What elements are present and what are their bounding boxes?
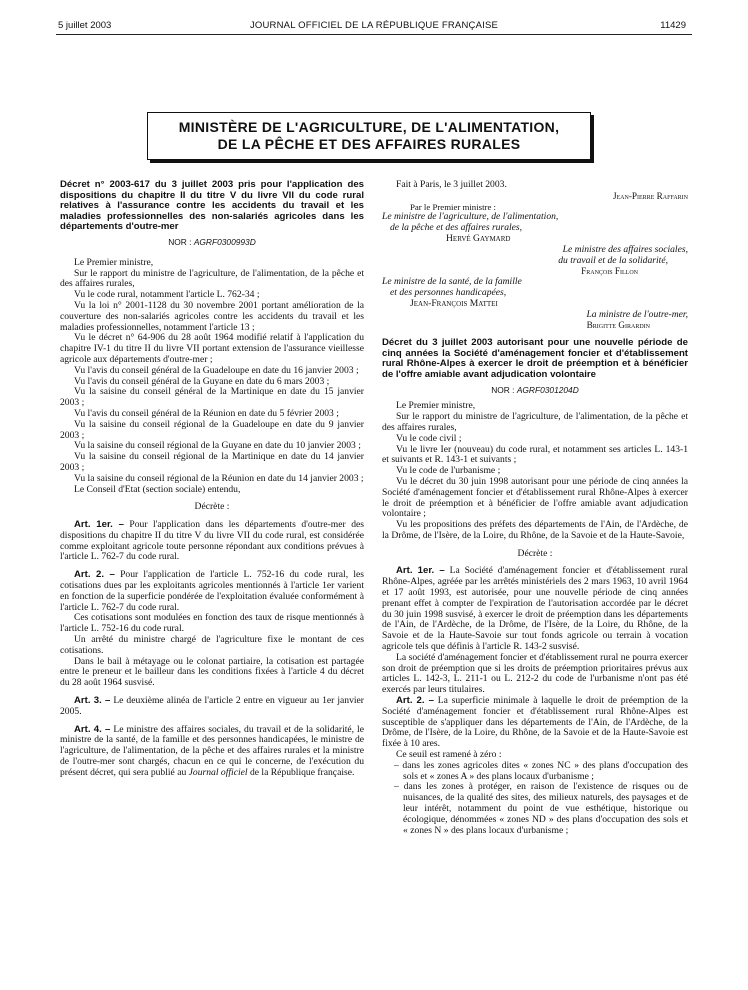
decree1-para: Vu la saisine du conseil régional de la Guadeloupe en date du 9 janvier 2003 ; <box>60 418 364 441</box>
decree2-bullet: – dans les zones à protéger, en raison de l'existence de risques ou de nuisances, de la qualité des sites, des milieux naturels, des paysages et de leur intérêt, notamment du point de vue esthétique, historique ou écologique, dénommées « zones ND » des plans d'occupation des sols et « zones N » des plans locaux d'urbanisme ; <box>394 781 688 836</box>
decree2-para: Vu le décret du 30 juin 1998 autorisant pour une période de cinq années la Société d'aménagement foncier et d'établissement rural Rhône-Alpes à exercer le droit de préemption et à bénéficier de l'offre amiable avant adjudication volontaire ; <box>382 475 688 520</box>
signature-par-pm: Par le Premier ministre : <box>410 201 496 212</box>
signature-agri-role-1: Le ministre de l'agriculture, de l'alimentation, <box>382 211 559 223</box>
article-text: Pour l'application dans les départements d'outre-mer des dispositions du chapitre II du titre V du livre VII du code rural, est considérée comme exploitant agricole toute personne répondant aux conditions prévues à l'article L. 762-7 du code rural. <box>60 519 364 563</box>
decree1-article-4 <box>60 725 364 779</box>
decree1-para: Vu l'avis du conseil général de la Guyane en date du 6 mars 2003 ; <box>74 375 330 387</box>
decree2-nor-code: AGRF0301204D <box>516 384 579 395</box>
decree1-para: Dans le bail à métayage ou le colonat partiaire, la cotisation est partagée entre le preneur et le bailleur dans les conditions fixées à l'article 4 du décret du 28 août 1964 susvisé. <box>60 655 364 689</box>
decree1-nor-label: NOR : <box>168 236 194 247</box>
article-text: La Société d'aménagement foncier et d'établissement rural Rhône-Alpes, agréée par les arrêtés ministériels des 2 mars 1963, 10 avril 1964 et 17 août 1993, est autorisée, pour une nouvelle période de cinq années prenant effet à compter de l'expiration de l'autorisation accordée par le décret du 30 juin 1998 susvisé, à exercer le droit de préemption dans les départements de l'Ain, de l'Ardèche, de la Drôme, de l'Isère, de la Loire, du Rhône, de la Savoie et de la Haute-Savoie sur tout fonds agricole ou terrain à vocation agricole tels que définis à l'article R. 143-2 susvisé. <box>382 565 688 653</box>
decree1-nor <box>60 237 364 248</box>
decree1-para: Vu la saisine du conseil régional de la Réunion en date du 14 janvier 2003 ; <box>74 472 364 484</box>
article-label: Art. 2. – <box>396 695 434 707</box>
article-label: Art. 1er. – <box>396 565 445 577</box>
ministry-line-2: DE LA PÊCHE ET DES AFFAIRES RURALES <box>217 136 521 152</box>
journal-officiel-italic: Journal officiel <box>188 766 248 778</box>
signature-place-date: Fait à Paris, le 3 juillet 2003. <box>396 179 507 190</box>
header-page-number: 11429 <box>660 20 686 31</box>
header-rule <box>56 34 692 35</box>
left-column <box>60 180 364 779</box>
decree1-article-2 <box>60 570 364 613</box>
decree1-para: Vu l'avis du conseil général de la Guadeloupe en date du 16 janvier 2003 ; <box>74 364 359 376</box>
decree1-title: Décret n° 2003-617 du 3 juillet 2003 pris pour l'application des dispositions du chapitre II du titre V du livre VII du code rural relatives à l'assurance contre les accidents du travail et les maladies professionnelles des non-salariés agricoles dans les départements d'outre-mer <box>60 179 364 233</box>
signature-social-name: François Fillon <box>581 266 638 277</box>
header-date: 5 juillet 2003 <box>58 20 112 31</box>
decree1-para: Un arrêté du ministre chargé de l'agriculture fixe le montant de ces cotisations. <box>60 634 364 656</box>
decree1-para: Le Conseil d'Etat (section sociale) entendu, <box>74 483 241 495</box>
signature-social-role-2: du travail et de la solidarité, <box>558 254 668 266</box>
signature-sante-name: Jean-François Mattei <box>410 297 498 309</box>
decree1-para: Vu le code rural, notamment l'article L. 762-34 ; <box>74 289 260 301</box>
article-label: Art. 3. – <box>74 695 111 707</box>
article-label: Art. 4. – <box>74 723 111 735</box>
decree1-decrete: Décrète : <box>194 501 230 513</box>
decree1-article-1 <box>60 520 364 563</box>
article-text: Pour l'application de l'article L. 752-16 du code rural, les cotisations dues par les exploitants agricoles mentionnés à l'article 1er varient en fonction de la superficie pondérée de l'exploitation évaluée conformément à l'article L. 762-7 du code rural. <box>60 569 364 613</box>
decree2-nor <box>382 385 688 396</box>
article-label: Art. 1er. – <box>74 519 124 531</box>
article-text: de la République française. <box>247 766 355 778</box>
decree1-para: Vu le décret n° 64-906 du 28 août 1964 modifié relatif à l'application du chapitre IV-1 du titre II du livre VII portant extension de l'assurance vieillesse agricole aux départements d'outre-mer ; <box>60 332 364 365</box>
decree1-para: Vu la saisine du conseil régional de la Martinique en date du 14 janvier 2003 ; <box>60 451 364 473</box>
decree2-article-1 <box>382 566 688 652</box>
decree1-article-3 <box>60 696 364 718</box>
article-text: Le ministre des affaires sociales, du travail et de la solidarité, le ministre de la santé, de la famille et des personnes handicapées, le ministre de l'agriculture, de l'alimentation, de la pêche et des affaires rurales et la ministre de l'outre-mer sont chargés, chacun en ce qui le concerne, de l'exécution du présent décret, qui sera publié au <box>60 723 364 778</box>
article-label: Art. 2. – <box>74 569 115 581</box>
signature-agri-role-2: de la pêche et des affaires rurales, <box>390 222 523 234</box>
right-column <box>382 180 688 836</box>
signature-social-role-1: Le ministre des affaires sociales, <box>562 243 688 255</box>
decree2-article-2 <box>382 696 688 750</box>
decree1-para: Sur le rapport du ministre de l'agriculture, de l'alimentation, de la pêche et des affaires rurales, <box>60 267 364 290</box>
signature-om-role: La ministre de l'outre-mer, <box>586 308 688 320</box>
signature-pm: Jean-Pierre Raffarin <box>612 190 688 201</box>
decree1-para: Vu l'avis du conseil général de la Réunion en date du 5 février 2003 ; <box>74 407 339 419</box>
decree1-nor-code: AGRF0300993D <box>193 236 256 247</box>
decree2-nor-label: NOR : <box>491 384 517 395</box>
decree2-title: Décret du 3 juillet 2003 autorisant pour une nouvelle période de cinq années la Société d'aménagement foncier et d'établissement rural Rhône-Alpes à exercer le droit de préemption et à bénéficier de l'offre amiable avant adjudication volontaire <box>382 337 688 380</box>
signature-agri-name: Hervé Gaymard <box>446 232 511 244</box>
signature-sante-role-1: Le ministre de la santé, de la famille <box>382 276 522 288</box>
decree1-para: Vu la loi n° 2001-1128 du 30 novembre 2001 portant amélioration de la couverture des non-salariés agricoles contre les accidents du travail et les maladies professionnelles, notamment l'article 13 ; <box>60 299 364 333</box>
decree2-para: Ce seuil est ramené à zéro : <box>396 749 502 761</box>
decree1-para: Vu la saisine du conseil régional de la Guyane en date du 10 janvier 2003 ; <box>74 440 361 452</box>
article-text: La superficie minimale à laquelle le droit de préemption de la Société d'aménagement foncier et d'établissement rural Rhône-Alpes est susceptible de s'appliquer dans les départements de l'Ain, de l'Ardèche, de la Drôme, de l'Isère, de la Loire, du Rhône, de la Savoie et de la Haute-Savoie est fixée à 10 ares. <box>382 695 688 750</box>
decree2-para: Vu le code de l'urbanisme ; <box>396 465 501 477</box>
article-text: Le deuxième alinéa de l'article 2 entre en vigueur au 1er janvier 2005. <box>60 695 364 717</box>
ministry-banner <box>147 112 591 160</box>
decree2-para: Le Premier ministre, <box>396 400 476 412</box>
decree2-para: Vu le livre Ier (nouveau) du code rural, et notamment ses articles L. 143-1 et suivants et R. 143-1 et suivants ; <box>382 443 688 466</box>
signature-om-name: Brigitte Girardin <box>586 320 650 331</box>
decree2-bullet: – dans les zones agricoles dites « zones NC » des plans d'occupation des sols et « zones A » des plans locaux d'urbanisme ; <box>394 759 688 782</box>
decree1-para: Vu la saisine du conseil général de la Martinique en date du 15 janvier 2003 ; <box>60 386 364 409</box>
header-journal: JOURNAL OFFICIEL DE LA RÉPUBLIQUE FRANÇAISE <box>249 20 499 31</box>
decree1-para: Le Premier ministre, <box>74 256 154 268</box>
signature-sante-role-2: et des personnes handicapées, <box>390 286 507 298</box>
decree2-para: Vu le code civil ; <box>396 432 462 444</box>
ministry-line-1: MINISTÈRE DE L'AGRICULTURE, DE L'ALIMENTATION, <box>178 119 560 135</box>
decree2-para: La société d'aménagement foncier et d'établissement rural ne pourra exercer son droit de préemption que si les droits de préemption prioritaires prévus aux articles L. 142-3, L. 211-1 ou L. 212-2 du code de l'urbanisme n'ont pas été exercés par leurs titulaires. <box>382 651 688 696</box>
decree2-para: Vu les propositions des préfets des départements de l'Ain, de l'Ardèche, de la Drôme, de l'Isère, de la Loire, du Rhône, de la Savoie et de la Haute-Savoie, <box>382 519 688 541</box>
decree2-decrete: Décrète : <box>517 547 553 559</box>
decree2-para: Sur le rapport du ministre de l'agriculture, de l'alimentation, de la pêche et des affaires rurales, <box>382 411 688 433</box>
decree1-para: Ces cotisations sont modulées en fonction des taux de risque mentionnés à l'article L. 752-16 du code rural. <box>60 612 364 635</box>
